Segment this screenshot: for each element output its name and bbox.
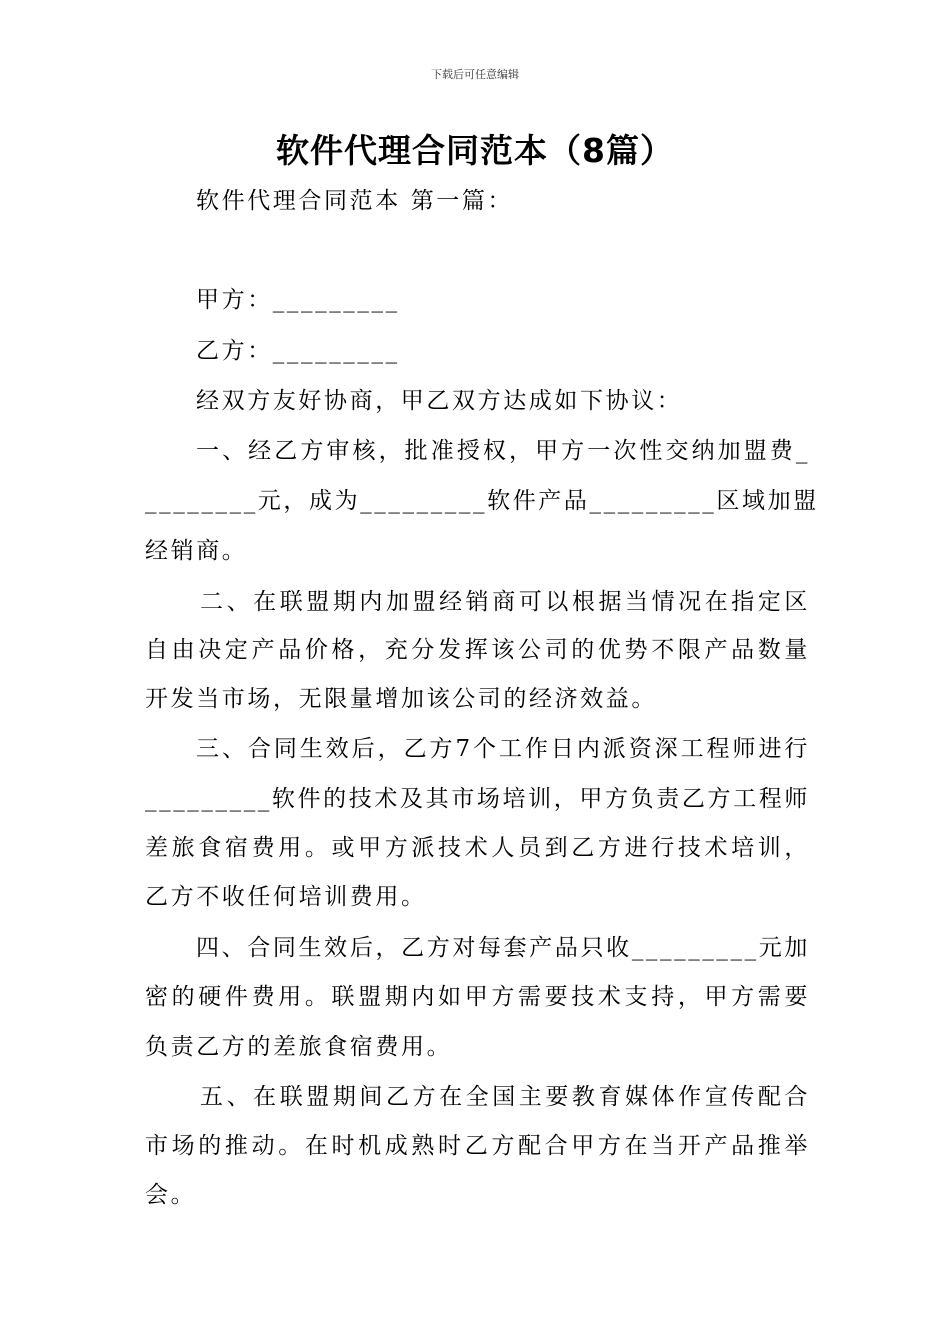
clause-3-line-1: 三、合同生效后，乙方7个工作日内派资深工程师进行 [196, 736, 810, 762]
clause-2-line-2: 自由决定产品价格，充分发挥该公司的优势不限产品数量 [145, 637, 810, 663]
clause-3-line-3: 差旅食宿费用。或甲方派技术人员到乙方进行技术培训， [145, 835, 810, 861]
clause-5-line-3: 会。 [145, 1182, 197, 1208]
clause-4-line-3: 负责乙方的差旅食宿费用。 [145, 1034, 453, 1060]
clause-1-line-1: 一、经乙方审核，批准授权，甲方一次性交纳加盟费_ [196, 438, 810, 464]
clause-2-line-3: 开发当市场，无限量增加该公司的经济效益。 [145, 686, 657, 712]
party-b-line: 乙方：_________ [196, 338, 400, 364]
clause-5-line-2: 市场的推动。在时机成熟时乙方配合甲方在当开产品推举 [145, 1133, 810, 1159]
clause-3-line-2: _________软件的技术及其市场培训，甲方负责乙方工程师 [145, 786, 810, 812]
clause-1-line-3: 经销商。 [145, 538, 248, 564]
party-a-line: 甲方：_________ [196, 287, 400, 313]
clause-4-line-2: 密的硬件费用。联盟期内如甲方需要技术支持，甲方需要 [145, 984, 810, 1010]
clause-3-line-4: 乙方不收任何培训费用。 [145, 884, 427, 910]
clause-4-line-1: 四、合同生效后，乙方对每套产品只收_________元加 [196, 935, 810, 961]
clause-5-line-1: 五、在联盟期间乙方在全国主要教育媒体作宣传配合 [200, 1084, 810, 1110]
section-heading: 软件代理合同范本 第一篇： [196, 188, 514, 214]
clause-1-line-2: ________元，成为_________软件产品_________区域加盟 [145, 488, 819, 514]
agreement-intro: 经双方友好协商，甲乙双方达成如下协议： [196, 388, 683, 414]
clause-2-line-1: 二、在联盟期内加盟经销商可以根据当情况在指定区 [200, 589, 810, 615]
header-note: 下载后可任意编辑 [431, 68, 519, 81]
document-title: 软件代理合同范本（8篇） [276, 131, 674, 170]
